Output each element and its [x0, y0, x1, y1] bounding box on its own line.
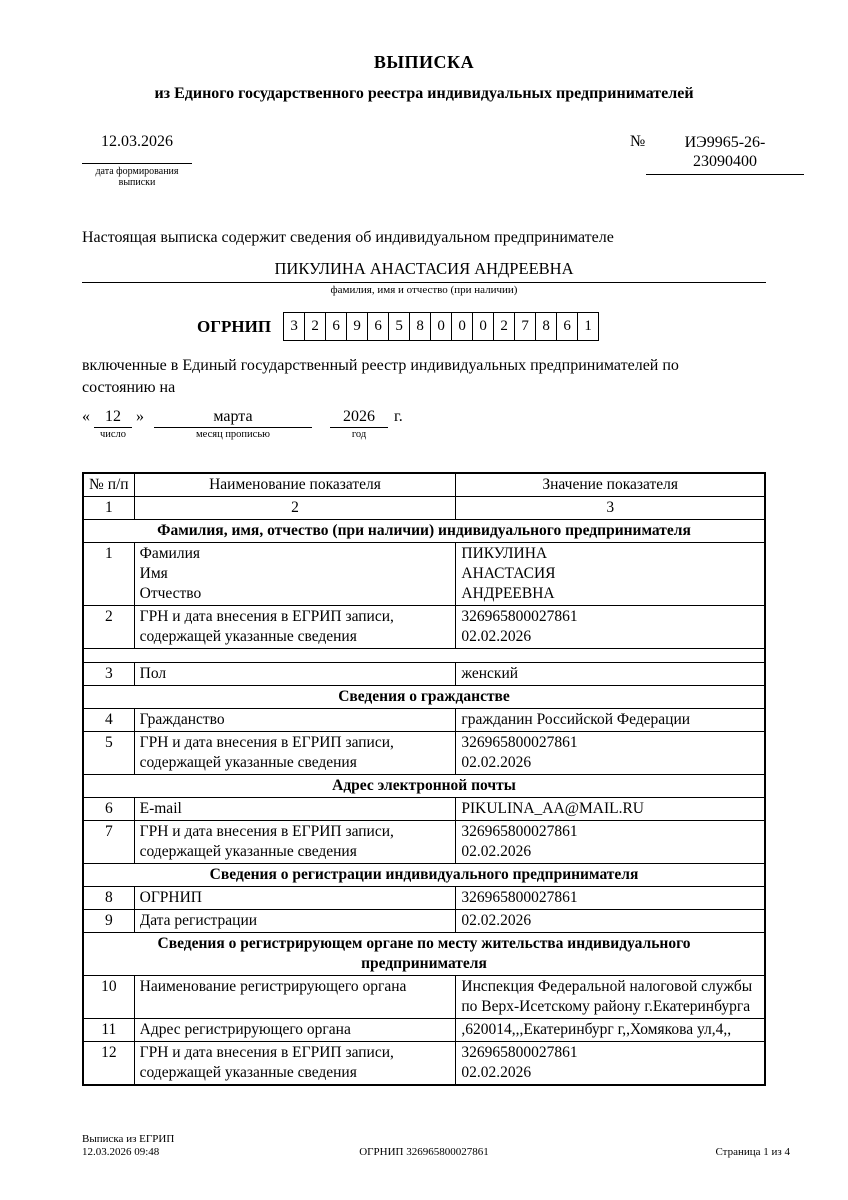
month-value: марта: [154, 406, 312, 428]
table-row: [83, 887, 765, 910]
close-quote: »: [136, 408, 144, 425]
document-number: [646, 133, 804, 175]
row-value: ПИКУЛИНА АНАСТАСИЯ АНДРЕЕВНА: [456, 543, 765, 606]
row-num: 6: [83, 798, 134, 821]
row-name: ГРН и дата внесения в ЕГРИП записи, содержащей указанные сведения: [134, 821, 456, 864]
row-value: 02.02.2026: [456, 910, 765, 933]
table-row: [83, 910, 765, 933]
year-field: [330, 406, 388, 440]
indicators-table: [82, 472, 766, 1086]
ogrnip-label: ОГРНИП: [197, 316, 272, 336]
formation-date-label: дата формирования выписки: [95, 166, 179, 188]
formation-date-block: [82, 133, 192, 188]
section-title: Фамилия, имя, отчество (при наличии) индивидуального предпринимателя: [83, 520, 765, 543]
table-row: [83, 732, 765, 775]
day-label: число: [99, 429, 127, 440]
section-row: [83, 686, 765, 709]
entrepreneur-name: ПИКУЛИНА АНАСТАСИЯ АНДРЕЕВНА: [82, 259, 766, 283]
col-number-1: 1: [83, 497, 134, 520]
row-num: 12: [83, 1042, 134, 1086]
open-quote: «: [82, 408, 90, 425]
row-value: ,620014,,,Екатеринбург г,,Хомякова ул,4,,: [456, 1019, 765, 1042]
row-num: 3: [83, 663, 134, 686]
ogrnip-digit: 9: [346, 312, 368, 341]
row-name: E-mail: [134, 798, 456, 821]
row-name: ГРН и дата внесения в ЕГРИП записи, содержащей указанные сведения: [134, 1042, 456, 1086]
ogrnip-digit: 8: [409, 312, 431, 341]
row-num: 5: [83, 732, 134, 775]
ogrnip-digit: 1: [577, 312, 599, 341]
ogrnip-digit: 0: [451, 312, 473, 341]
table-row: [83, 663, 765, 686]
row-name: Дата регистрации: [134, 910, 456, 933]
ogrnip-digit: 0: [472, 312, 494, 341]
day-value: 12: [94, 406, 132, 428]
entrepreneur-name-caption: фамилия, имя и отчество (при наличии): [330, 284, 518, 296]
year-label: год: [351, 429, 367, 440]
row-num: 10: [83, 976, 134, 1019]
table-row: [83, 543, 765, 606]
included-line1: включенные в Единый государственный реестр индивидуальных предпринимателей по: [82, 357, 679, 374]
reference-row: [82, 133, 766, 195]
footer-timestamp: 12.03.2026 09:48: [82, 1146, 160, 1158]
as-of-date-row: [82, 406, 766, 440]
month-label: месяц прописью: [196, 429, 270, 440]
row-name: ГРН и дата внесения в ЕГРИП записи, содержащей указанные сведения: [134, 606, 456, 649]
row-name: Наименование регистрирующего органа: [134, 976, 456, 1019]
table-header-row: [83, 473, 765, 497]
col-header-name: Наименование показателя: [134, 473, 456, 497]
formation-date: 12.03.2026: [82, 133, 192, 164]
statement-text: Настоящая выписка содержит сведения об индивидуальном предпринимателе: [82, 229, 614, 246]
table-row: [83, 606, 765, 649]
row-name: Фамилия Имя Отчество: [134, 543, 456, 606]
ogrnip-digit: 5: [388, 312, 410, 341]
section-title: Сведения о регистрирующем органе по месту жительства индивидуального предпринимателя: [83, 933, 765, 976]
ogrnip-digit: 2: [304, 312, 326, 341]
ogrnip-row: [197, 312, 766, 341]
table-row: [83, 798, 765, 821]
included-line2: состоянию на: [82, 378, 176, 396]
ogrnip-digit: 0: [430, 312, 452, 341]
row-num: 1: [83, 543, 134, 606]
table-row: [83, 1042, 765, 1086]
year-suffix: г.: [394, 408, 403, 425]
doc-title: ВЫПИСКА: [373, 52, 475, 72]
section-row: [83, 775, 765, 798]
col-number-2: 2: [134, 497, 456, 520]
column-number-row: [83, 497, 765, 520]
doc-subtitle: из Единого государственного реестра индивидуальных предпринимателей: [154, 85, 694, 102]
row-num: 9: [83, 910, 134, 933]
row-value: PIKULINA_AA@MAIL.RU: [456, 798, 765, 821]
document-number-line1: ИЭ9965-26-: [684, 134, 766, 151]
ogrnip-digit: 7: [514, 312, 536, 341]
ogrnip-digit: 8: [535, 312, 557, 341]
ogrnip-digit: 3: [283, 312, 305, 341]
included-text: [82, 355, 766, 398]
day-field: [94, 406, 132, 440]
row-name: Гражданство: [134, 709, 456, 732]
row-value: Инспекция Федеральной налоговой службы по Верх-Исетскому району г.Екатеринбурга: [456, 976, 765, 1019]
number-sign: №: [630, 133, 646, 150]
row-value: женский: [456, 663, 765, 686]
month-field: [154, 406, 312, 440]
col-number-3: 3: [456, 497, 765, 520]
section-title: Сведения о регистрации индивидуального предпринимателя: [83, 864, 765, 887]
col-header-num: № п/п: [83, 473, 134, 497]
ogrnip-digit: 6: [325, 312, 347, 341]
row-value: 326965800027861 02.02.2026: [456, 606, 765, 649]
row-num: 2: [83, 606, 134, 649]
row-name: ГРН и дата внесения в ЕГРИП записи, содержащей указанные сведения: [134, 732, 456, 775]
section-title: Адрес электронной почты: [83, 775, 765, 798]
table-row: [83, 976, 765, 1019]
col-header-value: Значение показателя: [456, 473, 765, 497]
section-row: [83, 520, 765, 543]
year-value: 2026: [330, 406, 388, 428]
row-value: 326965800027861: [456, 887, 765, 910]
section-title: Сведения о гражданстве: [83, 686, 765, 709]
footer-page-number: Страница 1 из 4: [715, 1146, 790, 1158]
row-num: 8: [83, 887, 134, 910]
row-name: Адрес регистрирующего органа: [134, 1019, 456, 1042]
table-row: [83, 821, 765, 864]
spacer-row: [83, 649, 765, 663]
row-num: 4: [83, 709, 134, 732]
section-row: [83, 933, 765, 976]
table-row: [83, 1019, 765, 1042]
document-number-line2: 23090400: [693, 153, 757, 170]
ogrnip-digit-boxes: [283, 312, 599, 341]
row-num: 7: [83, 821, 134, 864]
entrepreneur-name-block: [82, 259, 766, 296]
footer-doc-type: Выписка из ЕГРИП: [82, 1133, 175, 1145]
row-value: гражданин Российской Федерации: [456, 709, 765, 732]
row-name: ОГРНИП: [134, 887, 456, 910]
row-name: Пол: [134, 663, 456, 686]
ogrnip-digit: 6: [367, 312, 389, 341]
row-value: 326965800027861 02.02.2026: [456, 1042, 765, 1086]
row-num: 11: [83, 1019, 134, 1042]
section-row: [83, 864, 765, 887]
ogrnip-digit: 6: [556, 312, 578, 341]
row-value: 326965800027861 02.02.2026: [456, 732, 765, 775]
footer-ogrnip: ОГРНИП 326965800027861: [359, 1146, 489, 1158]
ogrnip-digit: 2: [493, 312, 515, 341]
table-row: [83, 709, 765, 732]
row-value: 326965800027861 02.02.2026: [456, 821, 765, 864]
